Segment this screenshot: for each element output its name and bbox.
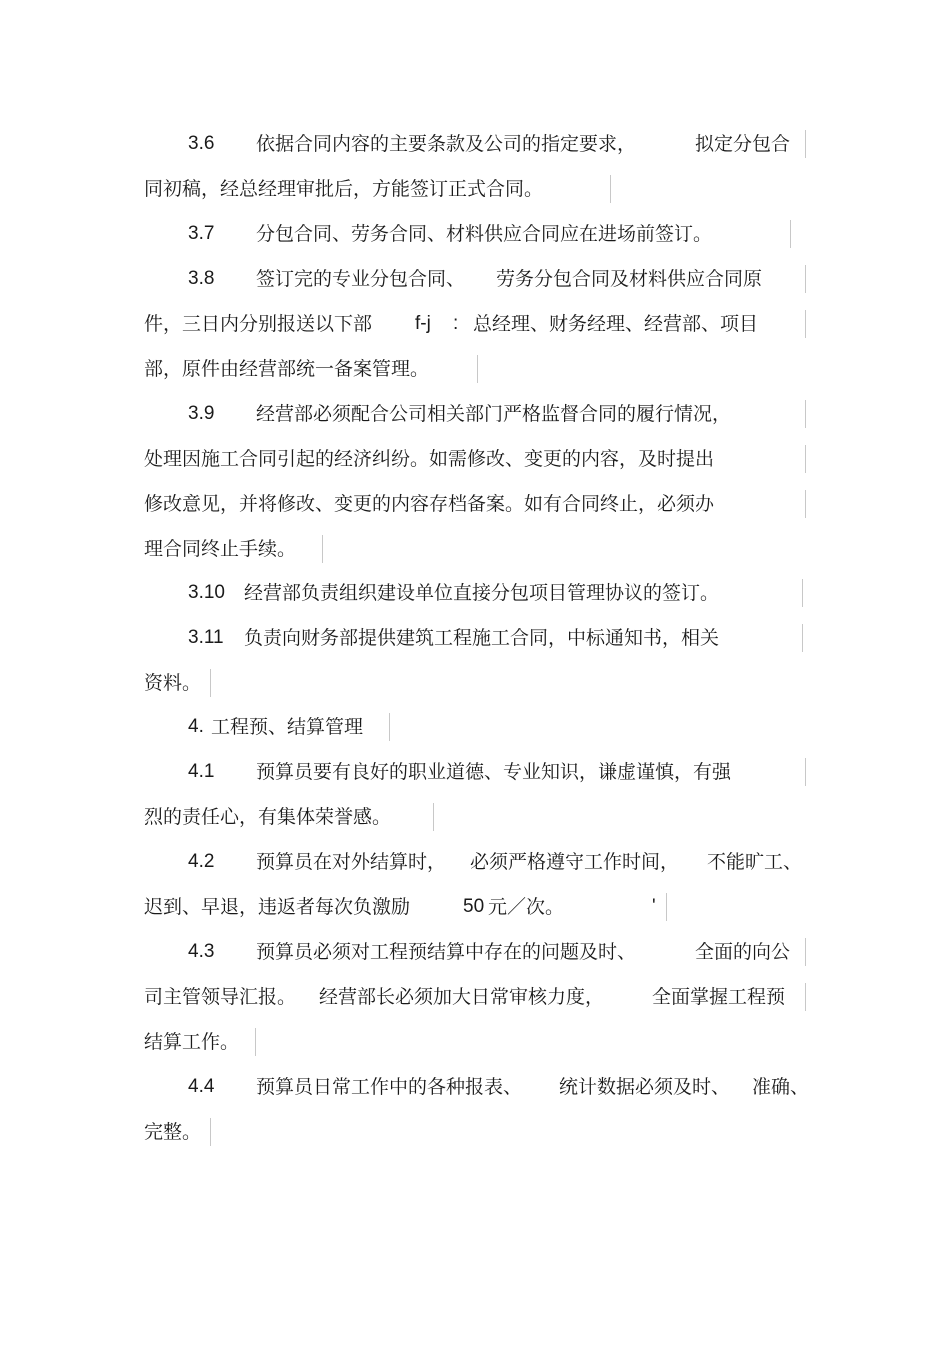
text-segment: 依据合同内容的主要条款及公司的指定要求， <box>256 133 637 155</box>
text-segment: 全面掌握工程预 <box>652 986 786 1008</box>
margin-mark <box>805 130 806 158</box>
text-segment: 分包合同、劳务合同、材料供应合同应在进场前签订。 <box>256 223 713 245</box>
margin-mark <box>802 624 803 652</box>
margin-mark <box>805 265 806 293</box>
margin-mark <box>805 400 806 428</box>
margin-mark <box>666 893 667 921</box>
text-segment: 全面的向公 <box>695 941 791 963</box>
margin-mark <box>790 220 791 248</box>
colon-text: : <box>453 313 459 334</box>
text-segment: 处理因施工合同引起的经济纠纷。如需修改、变更的内容，及时提出 <box>144 448 715 470</box>
text-segment: 总经理、财务经理、经营部、项目 <box>473 313 759 335</box>
text-segment: 必须严格遵守工作时间， <box>470 851 680 873</box>
margin-mark <box>805 310 806 338</box>
text-segment: 件，三日内分别报送以下部 <box>144 313 373 335</box>
margin-mark <box>322 535 323 563</box>
clause-number: 3.10 <box>188 582 225 603</box>
text-segment: 部，原件由经营部统一备案管理。 <box>144 358 430 380</box>
margin-mark <box>210 1118 211 1146</box>
clause-number: 4.1 <box>188 761 215 782</box>
text-segment: 预算员在对外结算时， <box>256 851 447 873</box>
text-segment: 烈的责任心，有集体荣誉感。 <box>144 806 392 828</box>
text-segment: 预算员日常工作中的各种报表、 <box>256 1076 523 1098</box>
text-segment: 负责向财务部提供建筑工程施工合同，中标通知书，相关 <box>244 627 720 649</box>
text-segment: 劳务分包合同及材料供应合同原 <box>496 268 763 290</box>
margin-mark <box>210 669 211 697</box>
clause-number: 3.9 <box>188 403 215 424</box>
clause-number: 3.7 <box>188 223 215 244</box>
clause-number: 3.11 <box>188 627 224 648</box>
text-segment: 理合同终止手续。 <box>144 538 297 560</box>
text-segment: 经营部长必须加大日常审核力度， <box>319 986 605 1008</box>
text-segment: 统计数据必须及时、 <box>559 1076 731 1098</box>
text-segment: 准确、 <box>752 1076 810 1098</box>
margin-mark <box>805 490 806 518</box>
margin-mark <box>805 445 806 473</box>
margin-mark <box>805 983 806 1011</box>
text-segment: 预算员要有良好的职业道德、专业知识，谦虚谨慎，有强 <box>256 761 732 783</box>
margin-mark <box>433 803 434 831</box>
text-segment: 元／次。 <box>488 896 565 918</box>
margin-mark <box>805 938 806 966</box>
code-text: f-j <box>415 313 431 334</box>
text-segment: 经营部必须配合公司相关部门严格监督合同的履行情况， <box>256 403 732 425</box>
margin-mark <box>255 1028 256 1056</box>
clause-number: 4.4 <box>188 1076 215 1097</box>
margin-mark <box>805 758 806 786</box>
margin-mark <box>477 355 478 383</box>
clause-number: 4.3 <box>188 941 215 962</box>
text-segment: 完整。 <box>144 1121 202 1143</box>
text-segment: 经营部负责组织建设单位直接分包项目管理协议的签订。 <box>244 582 720 604</box>
text-segment: 修改意见，并将修改、变更的内容存档备案。如有合同终止，必须办 <box>144 493 715 515</box>
margin-mark <box>802 579 803 607</box>
margin-mark <box>610 175 611 203</box>
amount-text: 50 <box>463 896 485 917</box>
text-segment: 拟定分包合 <box>695 133 791 155</box>
text-segment: 预算员必须对工程预结算中存在的问题及时、 <box>256 941 637 963</box>
text-segment: 结算工作。 <box>144 1031 240 1053</box>
text-segment: 同初稿，经总经理审批后，方能签订正式合同。 <box>144 178 544 200</box>
text-segment: 司主管领导汇报。 <box>144 986 297 1008</box>
clause-number: 3.8 <box>188 268 215 289</box>
text-segment: 迟到、早退，违返者每次负激励 <box>144 896 411 918</box>
section-number: 4. <box>188 716 204 737</box>
text-segment: 签订完的专业分包合同、 <box>256 268 466 290</box>
stray-mark: ' <box>652 896 656 917</box>
clause-number: 4.2 <box>188 851 215 872</box>
text-segment: 不能旷工、 <box>707 851 803 873</box>
margin-mark <box>389 713 390 741</box>
text-segment: 资料。 <box>144 672 202 694</box>
clause-number: 3.6 <box>188 133 215 154</box>
section-title: 工程预、结算管理 <box>211 716 364 738</box>
